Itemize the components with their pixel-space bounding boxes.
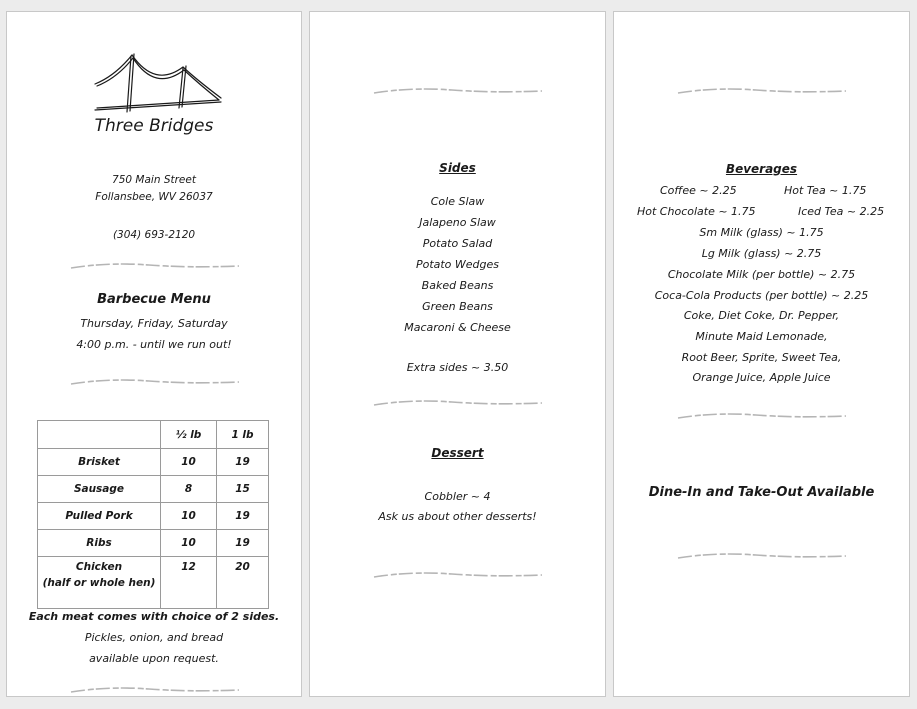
beverage-line: Lg Milk (glass) ~ 2.75 <box>701 247 822 260</box>
table-row <box>38 557 269 609</box>
one-lb-price: 19 <box>217 530 269 557</box>
dessert-heading: Dessert <box>431 446 484 460</box>
beverage-line: Chocolate Milk (per bottle) ~ 2.75 <box>667 268 856 281</box>
one-lb-price: 19 <box>217 449 269 476</box>
beverage-line: Sm Milk (glass) ~ 1.75 <box>699 226 824 239</box>
table-header-cell: ½ lb <box>161 421 217 449</box>
menu-panel-left <box>6 11 302 697</box>
extra-sides-price: Extra sides ~ 3.50 <box>406 361 509 374</box>
meat-name: Brisket <box>38 449 161 476</box>
half-lb-price: 10 <box>161 503 217 530</box>
table-header-cell <box>38 421 161 449</box>
swash-divider-icon <box>372 569 544 581</box>
meat-name: Chicken <box>75 561 123 573</box>
beverage-line: Root Beer, Sprite, Sweet Tea, <box>681 351 842 364</box>
half-lb-price: 10 <box>161 530 217 557</box>
one-lb-price: 19 <box>217 503 269 530</box>
service-hours: 4:00 p.m. - until we run out! <box>76 338 232 351</box>
dine-in-takeout-note: Dine-In and Take-Out Available <box>648 485 875 500</box>
side-item: Green Beans <box>422 300 493 313</box>
sides-heading: Sides <box>439 161 476 175</box>
bridge-logo-icon <box>93 50 225 116</box>
menu-panel-middle <box>309 11 606 697</box>
extras-note-2: available upon request. <box>89 652 219 665</box>
half-lb-price: 10 <box>161 449 217 476</box>
beverage-line: Orange Juice, Apple Juice <box>692 371 831 384</box>
hot-chocolate-price: Hot Chocolate ~ 1.75 <box>637 205 756 218</box>
swash-divider-icon <box>372 85 544 97</box>
sides-note: Each meat comes with choice of 2 sides. <box>28 610 280 623</box>
table-header-cell: 1 lb <box>217 421 269 449</box>
table-row <box>38 530 269 557</box>
table-row <box>38 503 269 530</box>
side-item: Cole Slaw <box>430 195 485 208</box>
table-row <box>38 476 269 503</box>
meat-name: Sausage <box>38 476 161 503</box>
table-header-row <box>38 421 269 449</box>
swash-divider-icon <box>69 376 241 388</box>
meat-name: Ribs <box>38 530 161 557</box>
half-lb-price: 12 <box>161 557 217 609</box>
table-row <box>38 449 269 476</box>
beverage-line: Coke, Diet Coke, Dr. Pepper, <box>683 309 840 322</box>
hot-tea-price: Hot Tea ~ 1.75 <box>784 184 867 197</box>
meat-price-table <box>37 420 269 609</box>
one-lb-price: 20 <box>217 557 269 609</box>
address-line-1: 750 Main Street <box>112 174 196 186</box>
swash-divider-icon <box>676 85 848 97</box>
side-item: Macaroni & Cheese <box>404 321 511 334</box>
phone-number: (304) 693-2120 <box>112 229 196 241</box>
address-line-2: Follansbee, WV 26037 <box>95 191 213 203</box>
side-item: Baked Beans <box>421 279 494 292</box>
side-item: Jalapeno Slaw <box>419 216 496 229</box>
swash-divider-icon <box>676 550 848 562</box>
meat-name: Pulled Pork <box>38 503 161 530</box>
menu-panel-right <box>613 11 910 697</box>
half-lb-price: 8 <box>161 476 217 503</box>
extras-note-1: Pickles, onion, and bread <box>84 631 224 644</box>
beverage-line: Coca-Cola Products (per bottle) ~ 2.25 <box>654 289 869 302</box>
menu-title: Barbecue Menu <box>97 292 211 307</box>
swash-divider-icon <box>372 397 544 409</box>
iced-tea-price: Iced Tea ~ 2.25 <box>798 205 885 218</box>
coffee-price: Coffee ~ 2.25 <box>660 184 737 197</box>
meat-subnote: (half or whole hen) <box>42 577 156 589</box>
service-days: Thursday, Friday, Saturday <box>80 317 228 330</box>
dessert-note: Ask us about other desserts! <box>378 510 537 523</box>
one-lb-price: 15 <box>217 476 269 503</box>
side-item: Potato Salad <box>422 237 493 250</box>
swash-divider-icon <box>676 410 848 422</box>
restaurant-name: Three Bridges <box>94 116 214 136</box>
swash-divider-icon <box>69 684 241 696</box>
side-item: Potato Wedges <box>415 258 500 271</box>
cobbler-price: Cobbler ~ 4 <box>424 490 491 503</box>
meat-name-cell <box>38 557 161 609</box>
beverages-heading: Beverages <box>725 162 798 176</box>
swash-divider-icon <box>69 260 241 272</box>
beverage-line: Minute Maid Lemonade, <box>695 330 828 343</box>
